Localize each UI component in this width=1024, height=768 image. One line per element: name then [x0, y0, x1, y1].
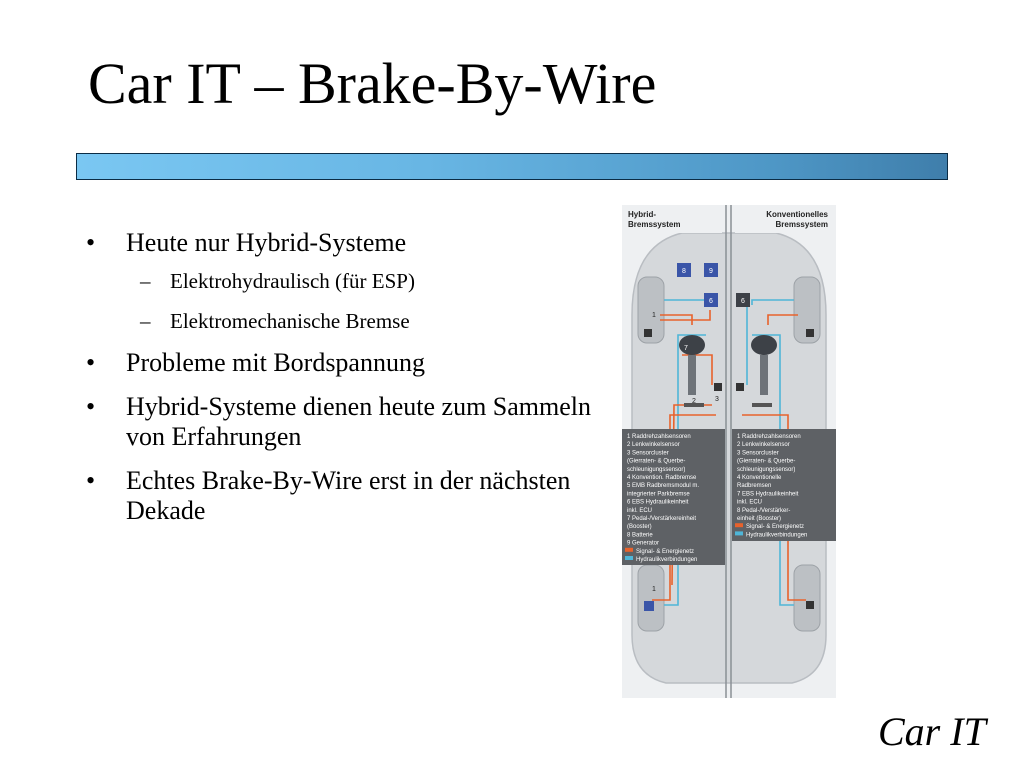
bullet-item — [86, 466, 606, 526]
bullet-marker: • — [86, 228, 96, 257]
right-title-line1: Konventionelles — [766, 210, 828, 219]
legend-entry: 6 EBS Hydraulikeinheit — [627, 499, 689, 506]
bullet-text: Heute nur Hybrid-Systeme — [126, 228, 407, 257]
wheel-sensor-fr — [806, 329, 814, 337]
sub-bullet-list — [126, 268, 606, 334]
legend-entry: 7 Pedal-/Verstärkereinheit — [627, 516, 697, 522]
legend-entry: 2 Lenkwinkelsensor — [737, 442, 790, 449]
legend-hydraulic-swatch — [625, 556, 633, 560]
legend-entry: 5 EMB Radbremsmodul m. — [627, 483, 700, 490]
sensor-cluster-right — [736, 383, 744, 391]
legend-signal-swatch — [735, 523, 743, 527]
wheel-sensor-rr — [806, 601, 814, 609]
steering-sensor-right — [752, 403, 772, 407]
bullet-item — [86, 348, 606, 378]
legend-entry: (Gierraten- & Querbe- — [627, 458, 686, 465]
legend-entry: 8 Pedal-/Verstärker- — [737, 507, 791, 514]
legend-entry: 1 Raddrehzahlsensoren — [627, 434, 691, 440]
legend-entry: schleunigungssensor) — [737, 466, 796, 473]
rear-left-wheel — [638, 565, 664, 631]
battery-label: 8 — [682, 268, 686, 275]
booster-right — [751, 335, 777, 355]
right-title-line2: Bremssystem — [775, 220, 828, 229]
sensor-cluster-left — [714, 383, 722, 391]
legend-hydraulic-swatch — [735, 531, 743, 535]
legend-entry: 4 Konvention. Radbremse — [627, 475, 697, 481]
wheel-sensor-rl-label: 1 — [652, 586, 656, 593]
rear-right-wheel — [794, 565, 820, 631]
generator-label: 9 — [709, 268, 713, 275]
booster-left-label: 7 — [684, 345, 688, 352]
legend-entry: 4 Konventionelle — [737, 475, 782, 481]
title-underline-bar — [76, 153, 948, 180]
legend-entry: Signal- & Energienetz — [746, 524, 805, 531]
brake-system-diagram — [622, 205, 836, 698]
legend-entry: Signal- & Energienetz — [636, 548, 695, 555]
booster-left — [679, 335, 705, 355]
steering-sensor-left-label: 2 — [692, 398, 696, 405]
footer-logo-text: Car IT — [878, 709, 986, 754]
sub-bullet-item — [86, 308, 606, 334]
sensor-cluster-left-label: 3 — [715, 396, 719, 403]
legend-entry: schleunigungssensor) — [627, 466, 686, 473]
legend-entry: 2 Lenkwinkelsensor — [627, 442, 680, 449]
sub-bullet-text: Elektrohydraulisch (für ESP) — [170, 269, 415, 293]
bullet-text: Hybrid-Systeme dienen heute zum Sammeln von Erfahrungen — [126, 392, 592, 451]
bullet-marker: • — [86, 466, 96, 495]
left-title-line1: Hybrid- — [628, 210, 656, 219]
legend-entry: Hydraulikverbindungen — [636, 557, 698, 563]
booster-right-rod — [760, 355, 768, 395]
left-title-line2: Bremssystem — [628, 220, 681, 229]
legend-entry: 3 Sensorcluster — [737, 450, 779, 457]
bullet-list — [86, 228, 606, 540]
legend-entry: (Booster) — [627, 524, 652, 531]
bullet-item — [86, 392, 606, 452]
slide-title: Car IT – Brake-By-Wire — [88, 51, 657, 116]
ebs-left-label: 6 — [709, 298, 713, 305]
wheel-sensor-fl — [644, 329, 652, 337]
sub-bullet-marker: – — [140, 269, 151, 293]
bullet-marker: • — [86, 392, 96, 421]
legend-entry: inkl. ECU — [737, 499, 763, 506]
wheel-sensor-fl-label: 1 — [652, 312, 656, 319]
legend-entry: 3 Sensorcluster — [627, 450, 669, 457]
sub-bullet-marker: – — [140, 309, 151, 333]
bullet-text: Echtes Brake-By-Wire erst in der nächsten Dekade — [126, 466, 571, 525]
legend-entry: 7 EBS Hydraulikeinheit — [737, 491, 799, 498]
legend-entry: 8 Batterie — [627, 532, 653, 539]
legend-signal-swatch — [625, 548, 633, 552]
bullet-text: Probleme mit Bordspannung — [126, 348, 425, 377]
legend-entry: (Gierraten- & Querbe- — [737, 458, 796, 465]
bullet-item — [86, 228, 606, 334]
booster-left-rod — [688, 355, 696, 395]
legend-entry: 1 Raddrehzahlsensoren — [737, 434, 801, 440]
legend-entry: Radbremsen — [737, 483, 772, 490]
legend-entry: integrierter Parkbremse — [627, 491, 690, 498]
sub-bullet-item — [86, 268, 606, 294]
bullet-marker: • — [86, 348, 96, 377]
legend-entry: 9 Generator — [627, 540, 660, 547]
emb-module-rl — [644, 601, 654, 611]
legend-entry: inkl. ECU — [627, 507, 653, 514]
legend-entry: einheit (Booster) — [737, 516, 782, 522]
legend-entry: Hydraulikverbindungen — [746, 532, 808, 539]
sub-bullet-text: Elektromechanische Bremse — [170, 309, 410, 333]
ebs-right-label: 6 — [741, 298, 745, 305]
